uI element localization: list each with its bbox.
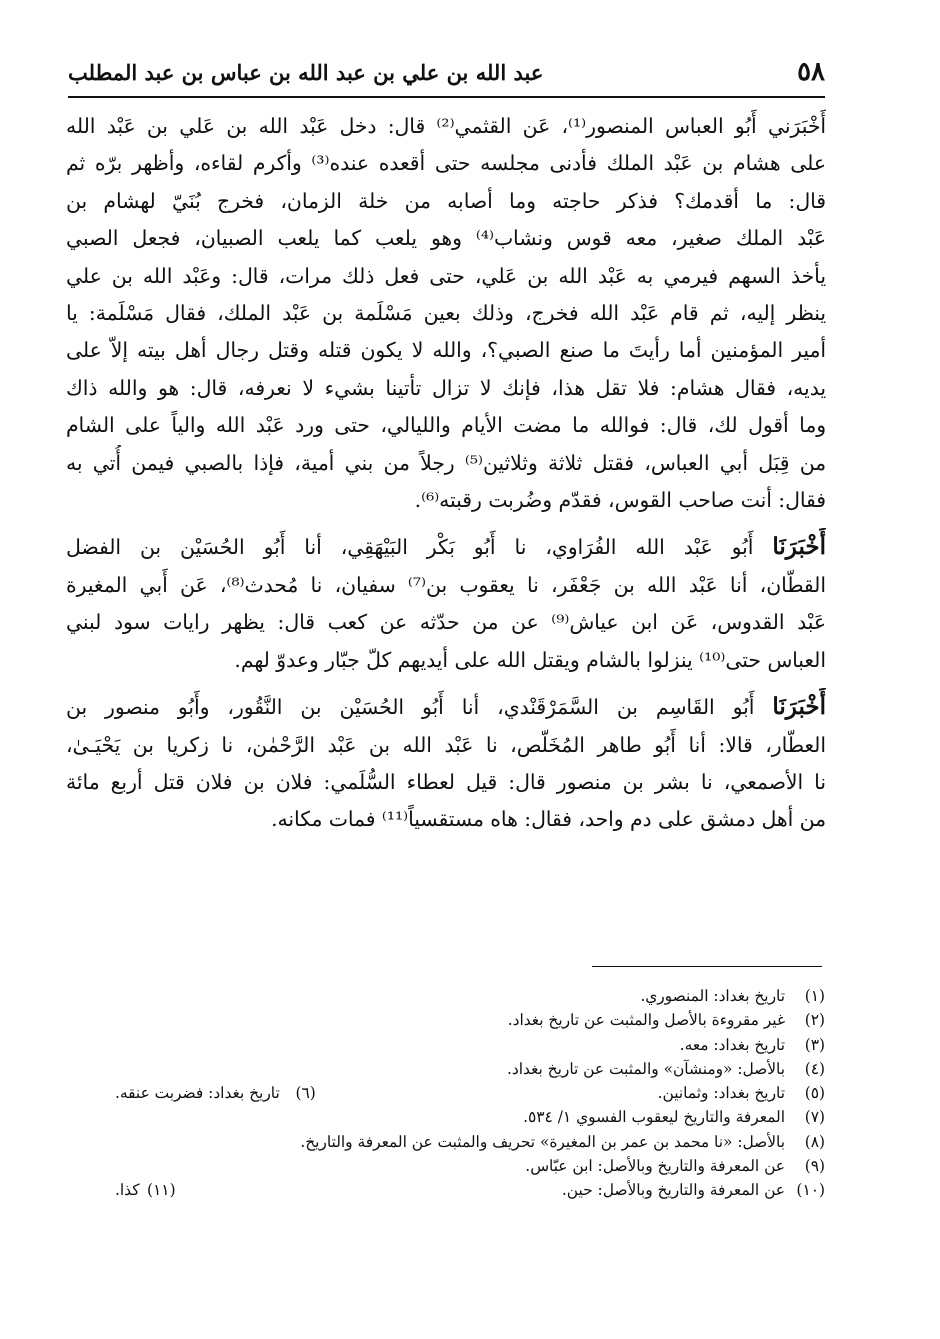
paragraph-2: [66, 528, 826, 679]
footnote-1: [60, 984, 825, 1008]
running-title: عبد الله بن علي بن عبد الله بن عباس بن عبد المطلب: [68, 59, 544, 85]
text-line: القطّان، أنا عَبْد الله بن جَعْفَر، نا يعقوب بن⁽⁷⁾ سفيان، نا مُحدث⁽⁸⁾، عَن أَبي المغيرة: [66, 572, 826, 597]
text-line: العباس حتى⁽¹⁰⁾ ينزلوا بالشام ويقتل الله على أيديهم كلّ جبّار وعدوّ لهم.: [234, 647, 826, 672]
footnote-number: (١١): [147, 1181, 176, 1200]
text-line: يأخذ السهم فيرمي به عَبْد الله بن عَلي، حتى فعل ذلك مرات، قال: وعَبْد الله بن علي: [66, 263, 826, 288]
page-header: [68, 48, 825, 98]
text-line: يديه، فقال هشام: فلا تقل هذا، فإنك لا تزال تأتينا بشيء لا نعرفه، قال: هو والله ذاك: [66, 375, 826, 400]
page-number: ٥٨: [797, 57, 825, 87]
text-line-rest: أَبُو القَاسِم بن السَّمَرْقَنْدي، أنا أَبُو الحُسَيْن بن النَّقُور، وأَبُو منصور بن: [66, 695, 773, 720]
footnote-text: تاريخ بغداد: المنصوري.: [640, 987, 785, 1005]
footnote-2: [60, 1008, 825, 1032]
text-line: عَبْد الملك صغير، معه قوس ونشاب⁽⁴⁾ وهو يلعب كما يلعب الصبيان، فجعل الصبي: [66, 226, 826, 251]
footnote-8: [60, 1130, 825, 1154]
text-line: [66, 688, 826, 726]
footnote-number: (٨): [804, 1132, 825, 1151]
footnote-number: (٢): [804, 1011, 825, 1030]
text-line: العطّار، قالا: أنا أَبُو طاهر المُخَلّص، نا عَبْد الله بن عَبْد الرَّحْمٰن، نا زكريا بن يَحْيَـىٰ،: [66, 732, 826, 757]
footnote-7: [60, 1105, 825, 1129]
footnote-text: تاريخ بغداد: معه.: [679, 1035, 785, 1054]
footnote-number: (١): [804, 987, 825, 1005]
paragraph-lead-word: أَخْبَرَنَا: [772, 693, 826, 721]
footnote-text: تاريخ بغداد: وثمانين.: [657, 1084, 785, 1103]
paragraph-lead-word: أَخْبَرَنَا: [772, 533, 826, 561]
text-line: عَبْد القدوس، عَن ابن عياش⁽⁹⁾ عن من حدّثه عن كعب قال: يظهر رايات سود لبني: [66, 610, 826, 635]
footnote-number: (٣): [804, 1035, 825, 1054]
text-line: أَخْبَرَني أَبُو العباس المنصور⁽¹⁾، عَن القثمي⁽²⁾ قال: دخل عَبْد الله بن عَلي بن عَبْد الله: [66, 114, 826, 138]
footnote-5: [60, 1081, 825, 1105]
text-line: وما أقول لك، قال: فوالله ما مضت الأيام والليالي، حتى ورد عَبْد الله والياً على الشام: [66, 413, 826, 438]
footnote-3: [60, 1033, 825, 1057]
paragraph-3: [66, 688, 826, 839]
text-line: من قِبَل أبي العباس، فقتل ثلاثة وثلاثين⁽⁵⁾ رجلاً من بني أمية، فإذا بالصبي فيمن أُتي به: [66, 450, 826, 475]
footnote-text: بالأصل: «نا محمد بن عمر بن المغيرة» تحريف والمثبت عن المعرفة والتاريخ.: [300, 1132, 785, 1151]
text-line: من أهل دمشق على دم واحد، فقال: هاه مستقسياً⁽¹¹⁾ فمات مكانه.: [271, 807, 826, 832]
footnote-number: (٩): [804, 1157, 825, 1176]
footnote-text: المعرفة والتاريخ ليعقوب الفسوي ١/ ٥٣٤.: [523, 1108, 785, 1127]
footnote-10: [60, 1178, 825, 1202]
footnotes: [60, 984, 825, 1203]
footnote-number: (١٠): [796, 1181, 825, 1200]
text-line: نا الأصمعي، نا بشر بن منصور قال: قيل لعطاء السُّلَمي: فلان بن فلان قتل أربع مائة: [66, 769, 826, 794]
footnote-number: (٥): [804, 1084, 825, 1103]
footnote-separator: [592, 966, 822, 967]
text-line: [66, 528, 826, 566]
text-line: على هشام بن عَبْد الملك فأدنى مجلسه حتى أقعده عنده⁽³⁾ وأكرم لقاءه، وأظهر برّه ثم: [66, 151, 826, 176]
text-line: أمير المؤمنين أما رأيتَ ما صنع الصبي؟، والله لا يكون قتله وقتل رجال أهل بيته إلاّ على: [66, 338, 826, 363]
footnote-9: [60, 1154, 825, 1178]
paragraph-1: [66, 108, 826, 519]
footnote-number: (٦): [295, 1084, 316, 1103]
footnote-6: [115, 1081, 316, 1105]
footnote-text: عن المعرفة والتاريخ وبالأصل: حين.: [561, 1181, 785, 1200]
footnote-text: بالأصل: «ومنشآن» والمثبت عن تاريخ بغداد.: [506, 1059, 785, 1078]
footnote-11: [115, 1178, 176, 1202]
footnote-number: (٧): [804, 1108, 825, 1127]
text-line: قال: ما أقدمك؟ فذكر حاجته وما أصابه من خلة الزمان، فخرج بُنَيّ لهشام بن: [66, 188, 826, 213]
footnote-text: غير مقروءة بالأصل والمثبت عن تاريخ بغداد.: [507, 1011, 785, 1030]
footnote-number: (٤): [804, 1059, 825, 1078]
footnote-text: تاريخ بغداد: فضربت عنقه.: [115, 1084, 280, 1103]
text-line: ينظر إليه، ثم قام عَبْد الله فخرج، وذلك بعين مَسْلَمة بن عَبْد الملك، فقال مَسْلَمة: يا: [66, 301, 826, 326]
text-line-rest: أَبُو عَبْد الله الفُرَاوي، نا أَبُو بَكْر البَيْهَقِي، أنا أَبُو الحُسَيْن بن الفضل: [66, 535, 773, 560]
text-line: فقال: أنت صاحب القوس، فقدّم وضُربت رقبته⁽⁶⁾.: [414, 488, 826, 513]
footnote-4: [60, 1057, 825, 1081]
main-text: [66, 108, 826, 839]
footnote-text: عن المعرفة والتاريخ وبالأصل: ابن عبّاس.: [525, 1157, 785, 1176]
footnote-text: كذا.: [115, 1181, 140, 1200]
